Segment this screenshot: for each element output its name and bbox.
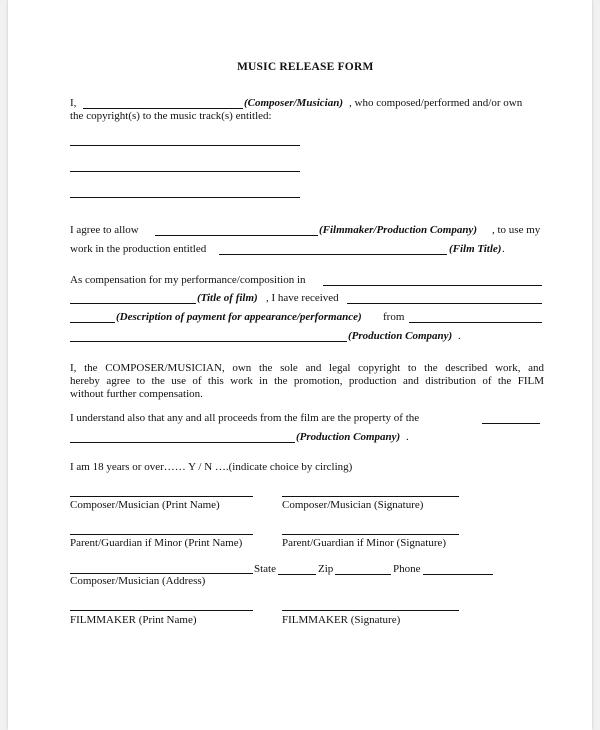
track-title-blank-3[interactable] xyxy=(70,197,300,198)
from-blank[interactable] xyxy=(409,322,542,323)
phone-blank[interactable] xyxy=(423,574,493,575)
agree-period: . xyxy=(502,243,505,255)
production-company-blank-1[interactable] xyxy=(70,341,347,342)
filmmaker-company-label: (Filmmaker/Production Company) xyxy=(319,224,477,236)
guardian-sign-blank[interactable] xyxy=(282,534,459,535)
intro-rest: , who composed/performed and/or own xyxy=(349,97,523,109)
compensation-film-blank[interactable] xyxy=(323,285,542,286)
title-of-film-label: (Title of film) xyxy=(197,292,258,304)
guardian-print-blank[interactable] xyxy=(70,534,253,535)
received-blank[interactable] xyxy=(347,303,542,304)
composer-sign-blank[interactable] xyxy=(282,496,459,497)
intro-i: I, xyxy=(70,97,77,109)
filmmaker-sign-label: FILMMAKER (Signature) xyxy=(282,614,401,626)
track-title-blank-1[interactable] xyxy=(70,145,300,146)
production-company-label-1: (Production Company) xyxy=(348,330,453,342)
received-text: , I have received xyxy=(266,292,339,304)
composer-print-blank[interactable] xyxy=(70,496,253,497)
payment-label: (Description of payment for appearance/performance) xyxy=(116,311,362,323)
compensation-line1: As compensation for my performance/composition in xyxy=(70,274,306,286)
composer-musician-label: (Composer/Musician) xyxy=(244,97,344,109)
composer-name-blank[interactable] xyxy=(83,108,243,109)
proceeds-blank-2[interactable] xyxy=(70,442,295,443)
zip-blank[interactable] xyxy=(335,574,391,575)
guardian-sign-label: Parent/Guardian if Minor (Signature) xyxy=(282,537,447,549)
age-question: I am 18 years or over…… Y / N ….(indicate choice by circling) xyxy=(70,461,353,473)
filmmaker-print-blank[interactable] xyxy=(70,610,253,611)
phone-label: Phone xyxy=(393,563,421,575)
filmmaker-print-label: FILMMAKER (Print Name) xyxy=(70,614,197,626)
address-blank[interactable] xyxy=(70,573,253,574)
film-title-blank[interactable] xyxy=(219,254,447,255)
ownership-paragraph xyxy=(70,362,544,401)
compensation-period: . xyxy=(458,330,461,342)
proceeds-blank-1[interactable] xyxy=(482,423,540,424)
ownership-line1: I, the COMPOSER/MUSICIAN, own the sole and legal copyright to the described work, and xyxy=(70,362,544,374)
production-company-label-2: (Production Company) xyxy=(296,431,401,443)
filmmaker-sign-blank[interactable] xyxy=(282,610,459,611)
film-title-label: (Film Title) xyxy=(449,243,502,255)
from-text: from xyxy=(383,311,405,323)
ownership-line2: hereby agree to the use of this work in the promotion, production and distribution of the FILM xyxy=(70,375,544,387)
composer-print-label: Composer/Musician (Print Name) xyxy=(70,499,220,511)
intro-line2: the copyright(s) to the music track(s) entitled: xyxy=(70,110,272,122)
agree-pre: I agree to allow xyxy=(70,224,139,236)
agree-line2: work in the production entitled xyxy=(70,243,207,255)
proceeds-line1: I understand also that any and all proceeds from the film are the property of the xyxy=(70,412,420,424)
document-page xyxy=(8,0,592,730)
state-blank[interactable] xyxy=(278,574,316,575)
guardian-print-label: Parent/Guardian if Minor (Print Name) xyxy=(70,537,243,549)
ownership-line3: without further compensation. xyxy=(70,388,203,400)
state-label: State xyxy=(254,563,276,575)
address-label: Composer/Musician (Address) xyxy=(70,575,206,587)
zip-label: Zip xyxy=(318,563,334,575)
track-title-blank-2[interactable] xyxy=(70,171,300,172)
agree-post: , to use my xyxy=(492,224,541,236)
page-title: MUSIC RELEASE FORM xyxy=(237,61,374,73)
filmmaker-company-blank[interactable] xyxy=(155,235,318,236)
proceeds-period: . xyxy=(406,431,409,443)
payment-blank[interactable] xyxy=(70,322,115,323)
title-of-film-blank[interactable] xyxy=(70,303,196,304)
composer-sign-label: Composer/Musician (Signature) xyxy=(282,499,424,511)
